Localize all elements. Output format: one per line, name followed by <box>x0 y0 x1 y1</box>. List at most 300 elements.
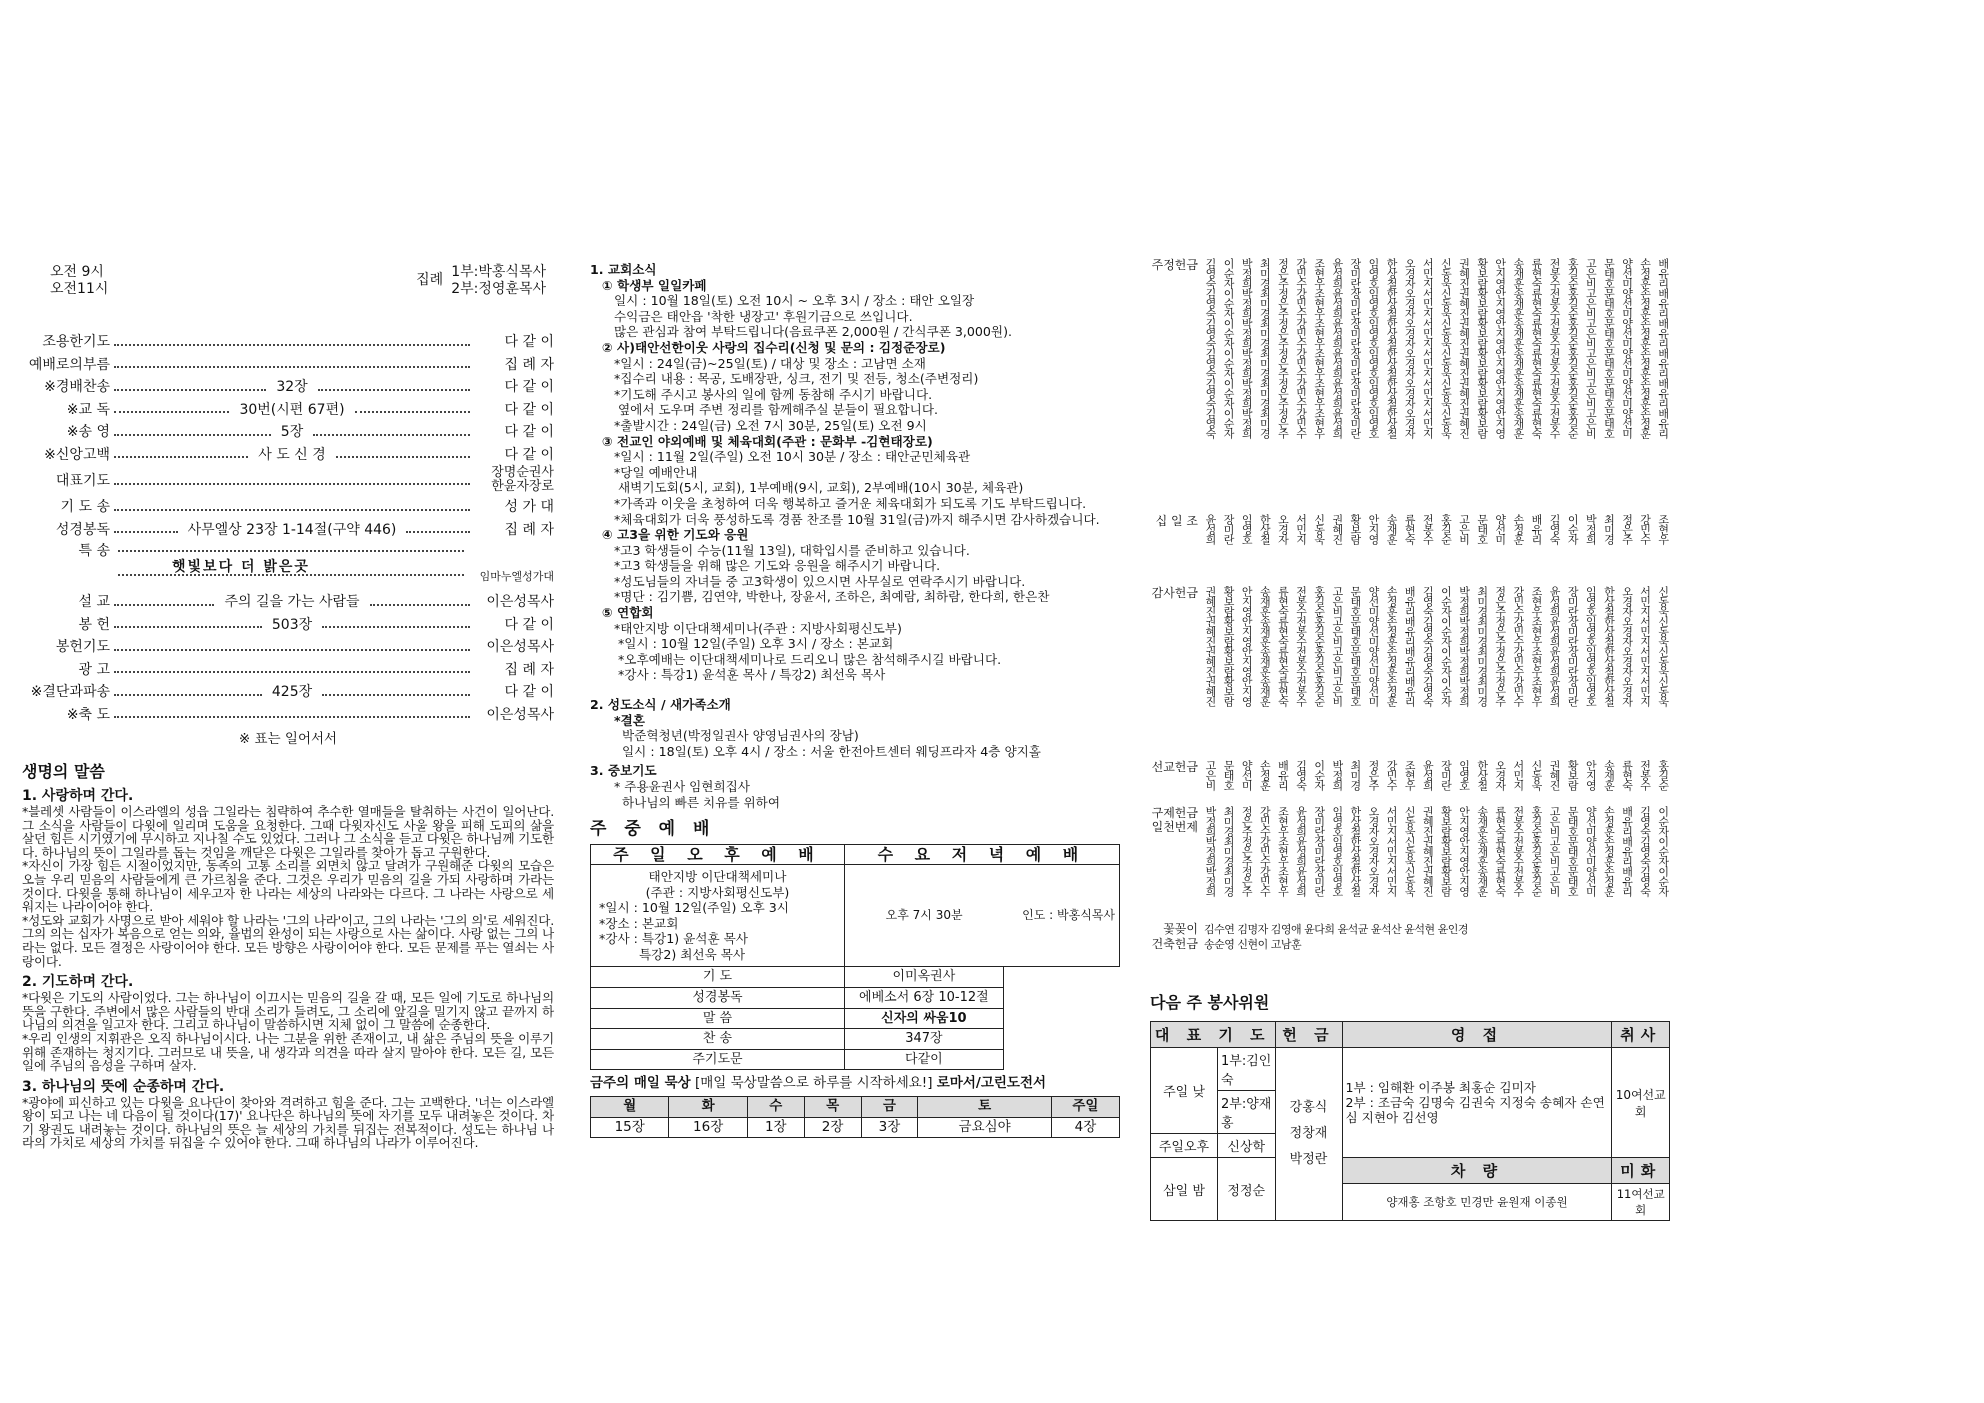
order-leader: 이은성목사 <box>486 706 554 723</box>
offering-name-column: 정은주 <box>1366 760 1380 790</box>
news-item-line: *체육대회가 더욱 풍성하도록 경품 찬조를 10월 31일(금)까지 해주시면 감사하겠습니다. <box>614 511 1100 527</box>
order-row <box>22 353 554 376</box>
meditation-day: 금 <box>861 1096 918 1117</box>
sunday-pm-label: 주일오후 <box>1151 1134 1218 1158</box>
sermon-point-heading: 2. 기도하며 간다. <box>22 974 134 991</box>
offering-group <box>1150 514 1670 580</box>
offering-name-column: 전봉수전봉수전봉수 <box>1511 806 1525 896</box>
offering-name-column: 전봉수전봉수전봉수전봉수전봉수전봉수 <box>1548 258 1562 438</box>
news-item-line: *일시 : 11월 2일(주일) 오전 10시 30분 / 장소 : 태안군민체육관 <box>614 449 971 465</box>
news-item-line: 일시 : 10월 18일(토) 오전 10시 ~ 오후 3시 / 장소 : 태안 오일장 <box>614 293 975 309</box>
worship-order-column <box>22 262 554 1150</box>
offering-name-column: 신동욱 <box>1529 760 1543 790</box>
wednesday-value: 신자의 싸움10 <box>844 1008 1003 1029</box>
offering-name-column: 송재훈 <box>1602 760 1616 790</box>
sermon-point-body: *다윗은 기도의 사람이었다. 그는 하나님이 이끄시는 믿음의 길을 갈 때, 모든 일에 기도로 하나님의 뜻을 구한다. 주변에서 많은 사람들의 반대 소리가 들려도, 그 소리에 앞길을 밀기지 않고 끝까지 하나님의 의견을 일고자 한다. 그리고 하나님이 말씀하시면 지체 없이 그 말씀에 순종한다. *우리 인생의 지휘관은 오직 하나님이시다. 나는 그분을 위한 존재이고, 내 삶은 주님의 뜻을 이루기 위해 존재하는 청지기다. 그러므로 내 뜻을, 내 생각과 의견을 따라 살지 말아야 한다. 모든 길, 모든 일에 주님의 음성을 구하며 살자. <box>22 990 554 1074</box>
offering-name-column: 홍길순홍길순홍길순 <box>1529 806 1543 896</box>
offering-name-column: 홍길순홍길순홍길순홍길순 <box>1312 586 1326 706</box>
news-item-line: *출발시간 : 24일(금) 오전 7시 30분, 25일(토) 오전 9시 <box>614 417 927 433</box>
prayer-heading: 3. 중보기도 <box>590 763 657 779</box>
offering-name-column: 고은비 <box>1204 760 1217 790</box>
offering-name-column: 임영호임영호임영호임영호임영호임영호 <box>1366 258 1380 438</box>
offering-name-column: 조현우 <box>1403 760 1417 790</box>
order-label: 설 교 <box>78 594 110 611</box>
meal-team: 10여선교회 <box>1612 1048 1670 1158</box>
news-item-line: 많은 관심과 참여 부탁드립니다(음료쿠폰 2,000원 / 간식쿠폰 3,000원). <box>614 324 1013 340</box>
special-song-choir: 임마누엘성가대 <box>479 570 554 583</box>
offering-name-column: 조현우조현우조현우조현우 <box>1529 586 1543 706</box>
offering-name-column: 임영호 <box>1240 514 1254 544</box>
meditation-note: [매일 묵상말씀으로 하루를 시작하세요!] <box>694 1075 933 1092</box>
offering-name-column: 류현숙 <box>1620 760 1634 790</box>
offering-name-column: 최미경최미경최미경 <box>1222 806 1236 896</box>
order-label: ※축 도 <box>66 706 110 723</box>
offering-name-column: 오경자오경자오경자 <box>1366 806 1380 896</box>
special-song-label: 특 송 <box>78 543 110 559</box>
sunday-am-label: 주일 낮 <box>1151 1048 1218 1134</box>
order-content: 503장 <box>271 616 313 633</box>
offering-name-column: 양선미 <box>1240 760 1254 790</box>
offering-name-column: 윤성희 <box>1204 514 1217 544</box>
offering-name-column: 김영숙 <box>1294 760 1308 790</box>
order-leader: 다 같 이 <box>504 401 555 418</box>
order-label: 조용한기도 <box>42 334 110 351</box>
order-label: 봉 헌 <box>78 616 110 633</box>
wednesday-value: 다같이 <box>844 1049 1003 1070</box>
wednesday-time: 오후 7시 30분 <box>844 865 1003 967</box>
offering-name-column: 손정훈 <box>1258 760 1272 790</box>
order-content: 425장 <box>271 684 313 701</box>
offering-name-column: 안지영안지영안지영안지영 <box>1240 586 1254 706</box>
offering-name-column: 권혜진권혜진권혜진권혜진 <box>1204 586 1217 706</box>
offering-name-column: 문태호문태호문태호문태호 <box>1348 586 1362 706</box>
offering-name-column: 안지영 <box>1584 760 1598 790</box>
order-row <box>22 330 554 353</box>
offering-name-column: 서민지 <box>1294 514 1308 544</box>
offering-name-column: 배유리배유리배유리배유리배유리배유리 <box>1656 258 1670 438</box>
offering-name-column: 한상철한상철한상철한상철 <box>1602 586 1616 706</box>
offering-name-column: 한상철 <box>1258 514 1272 544</box>
offering-name-column: 전봉수전봉수전봉수전봉수 <box>1294 586 1308 706</box>
order-row <box>22 420 554 443</box>
offering-name-column: 강민수 <box>1638 514 1652 544</box>
wednesday-role: 말 씀 <box>591 1008 845 1029</box>
wednesday-row <box>591 1049 1120 1070</box>
offering-name-column: 류현숙류현숙류현숙류현숙류현숙류현숙 <box>1529 258 1543 438</box>
offering-group <box>1150 760 1670 800</box>
order-label: ※교 독 <box>66 401 110 418</box>
offering-name-column: 강민수 <box>1385 760 1399 790</box>
sermon-point-body: *광야에 피신하고 있는 다윗을 요나단이 찾아와 격려하고 힘을 준다. 그는 고백한다. '너는 이스라엘 왕이 되고 나는 네 다음이 될 것이다(17)' 요나단은 하나님의 뜻에 자기를 모두 내려놓은 것이다. 차기 왕권도 내려놓는 것이다. 하나님의 뜻은 늘 세상의 가치를 뒤집는 전복적이다. 성도는 하나님 나라의 가치로 세상의 가치를 뒤집을 수 있어야 한다. 그때 하나님의 나라가 이루어진다. <box>22 1094 554 1151</box>
building-names: 송순영 신현이 고남훈 <box>1204 938 1302 951</box>
col-meal: 취사 <box>1612 1022 1670 1048</box>
col-usher: 영 접 <box>1342 1022 1612 1048</box>
offering-name-column: 권혜진 <box>1548 760 1562 790</box>
offering-name-column: 문태호 <box>1475 514 1489 544</box>
sunday-pm-details <box>591 865 845 967</box>
order-content: 사 도 신 경 <box>258 446 326 463</box>
offering-group <box>1150 806 1670 916</box>
offering-name-column: 안지영 <box>1366 514 1380 544</box>
order-row <box>22 375 554 398</box>
wednesday-header: 수 요 저 녁 예 배 <box>844 844 1119 865</box>
sunday-pm-line: *장소 : 본교회 <box>599 915 679 931</box>
next-week-title: 다음 주 봉사위원 <box>1150 993 1270 1012</box>
offering-name-column: 황보람황보람황보람황보람 <box>1222 586 1236 706</box>
offering-name-column: 권혜진권혜진권혜진 <box>1421 806 1435 896</box>
prayer-2: 2부:양재홍 <box>1218 1091 1276 1134</box>
meditation-book: 로마서/고린도전서 <box>936 1075 1047 1092</box>
news-item-line: *고3 학생들을 위해 많은 기도와 응원을 해주시기 바랍니다. <box>614 558 941 574</box>
wedding-line: 박준혁청년(박정일권사 양영님권사의 장남) <box>622 728 859 744</box>
offering-name-column: 송재훈송재훈송재훈송재훈 <box>1258 586 1272 706</box>
meditation-title: 금주의 매일 묵상 <box>590 1075 691 1092</box>
prayer-pm: 신상학 <box>1218 1134 1276 1158</box>
offering-name-column: 류현숙류현숙류현숙 <box>1493 806 1507 896</box>
offering-name-column: 강민수강민수강민수강민수강민수강민수 <box>1294 258 1308 438</box>
order-leader: 이은성목사 <box>486 639 554 656</box>
order-row <box>22 590 554 613</box>
news-item-title: ③ 전교인 야외예배 및 체육대회(주관 : 문화부 -김현태장로) <box>602 433 933 449</box>
order-leader: 집 례 자 <box>504 521 554 538</box>
offering-names: 강홍식 정창재 박정란 <box>1275 1048 1342 1221</box>
offering-name-column: 임영호임영호임영호 <box>1330 806 1344 896</box>
offering-name-column: 서민지서민지서민지서민지 <box>1638 586 1652 706</box>
flower-label: 꽃꽂이 건축헌금 <box>1151 922 1198 951</box>
order-content: 주의 길을 가는 사람들 <box>224 594 360 611</box>
special-song-row <box>22 540 554 590</box>
meditation-chapter: 4장 <box>1051 1117 1119 1138</box>
wednesday-row <box>591 987 1120 1008</box>
offering-name-column: 양선미양선미양선미양선미양선미양선미 <box>1620 258 1634 438</box>
news-item-line: 새벽기도회(5시, 교회), 1부예배(9시, 교회), 2부예배(10시 30분, 체육관) <box>614 480 1024 496</box>
meditation-chapter: 2장 <box>804 1117 861 1138</box>
offering-name-column: 최미경 <box>1348 760 1362 790</box>
news-item-line: *일시 : 10월 12일(주일) 오후 3시 / 장소 : 본교회 <box>614 636 894 652</box>
col-car: 차 량 <box>1342 1158 1612 1184</box>
meditation-day: 월 <box>591 1096 669 1117</box>
order-label: 예배로의부름 <box>28 356 110 373</box>
offering-name-column: 고은비 <box>1457 514 1471 544</box>
offering-name-column: 홍길순홍길순홍길순홍길순홍길순홍길순 <box>1566 258 1580 438</box>
offering-name-column: 신동욱신동욱신동욱 <box>1403 806 1417 896</box>
wednesday-row <box>591 967 1120 988</box>
prayer-line: * 주용윤권사 임현희집사 <box>614 779 750 794</box>
special-song-title: 햇빛보다 더 밝은곳 <box>172 559 310 575</box>
news-column <box>590 262 1125 1138</box>
offering-name-column: 양선미 <box>1493 514 1507 544</box>
worship-order-list <box>22 330 554 540</box>
col-beauty: 미화 <box>1612 1158 1670 1184</box>
order-row <box>22 613 554 636</box>
offering-name-column: 정은주정은주정은주정은주 <box>1493 586 1507 706</box>
offering-name-column: 송재훈 <box>1385 514 1399 544</box>
order-label: 기 도 송 <box>60 499 110 516</box>
offering-name-column: 서민지서민지서민지서민지서민지서민지 <box>1421 258 1435 438</box>
offering-label: 주정헌금 <box>1151 258 1198 272</box>
offering-group <box>1150 586 1670 754</box>
col-offering: 헌 금 <box>1275 1022 1342 1048</box>
offering-name-column: 양선미양선미양선미 <box>1584 806 1598 896</box>
offering-name-column: 박정희박정희박정희박정희 <box>1457 586 1471 706</box>
offering-name-column: 조현우 <box>1656 514 1670 544</box>
next-week-table <box>1150 1021 1670 1221</box>
offering-name-column: 양선미양선미양선미양선미 <box>1366 586 1380 706</box>
offering-name-column: 윤성희윤성희윤성희윤성희 <box>1548 586 1562 706</box>
meditation-chapter: 금요심야 <box>918 1117 1052 1138</box>
sunday-pm-line: 특강2) 최선욱 목사 <box>639 946 746 962</box>
offering-name-column: 황보람황보람황보람 <box>1439 806 1453 896</box>
offering-name-column: 안지영안지영안지영 <box>1457 806 1471 896</box>
news-item-line: *기도해 주시고 봉사의 일에 함께 동참해 주시기 바랍니다. <box>614 386 933 402</box>
preacher-2: 2부:정영훈목사 <box>451 281 546 297</box>
wednesday-row <box>591 1008 1120 1029</box>
meditation-day: 토 <box>918 1096 1052 1117</box>
wedding-line: *결혼 <box>614 712 645 728</box>
sermon-section <box>22 759 554 1150</box>
offering-name-column: 윤성희 <box>1421 760 1435 790</box>
news-item-line: *집수리 내용 : 목공, 도배장판, 싱크, 전기 및 전등, 청소(주변정리) <box>614 371 979 387</box>
order-leader: 다 같 이 <box>504 379 554 396</box>
order-row <box>22 518 554 541</box>
sunday-pm-header: 주 일 오 후 예 배 <box>591 844 845 865</box>
offering-name-column: 이순자 <box>1312 760 1326 790</box>
order-label: 광 고 <box>78 661 110 678</box>
news-item-line: 옆에서 도우며 주변 정리를 함께해주실 분들이 필요합니다. <box>614 402 938 418</box>
worship-order-list-2 <box>22 590 554 725</box>
flower-row <box>1150 922 1670 952</box>
offering-name-column: 조현우조현우조현우 <box>1276 806 1290 896</box>
offering-name-column: 안지영안지영안지영안지영안지영안지영 <box>1493 258 1507 438</box>
offering-name-column: 박정희 <box>1330 760 1344 790</box>
sermon-point-heading: 1. 사랑하며 간다. <box>22 788 134 804</box>
offering-name-column: 문태호 <box>1222 760 1236 790</box>
offering-name-column: 김영숙김영숙김영숙김영숙 <box>1421 586 1435 706</box>
news-item-line: *일시 : 24일(금)~25일(토) / 대상 및 장소 : 고남면 소재 <box>614 355 926 371</box>
offering-name-column: 윤성희윤성희윤성희 <box>1294 806 1308 896</box>
offering-name-column: 오경자 <box>1493 760 1507 790</box>
order-content: 5장 <box>280 424 304 441</box>
offering-name-column: 윤성희윤성희윤성희윤성희윤성희윤성희 <box>1330 258 1344 438</box>
offering-name-column: 류현숙류현숙류현숙류현숙 <box>1276 586 1290 706</box>
offering-name-column: 서민지서민지서민지 <box>1385 806 1399 896</box>
flower-names: 김수연 김명자 김영애 윤다희 윤석균 윤석산 윤석현 윤인경 <box>1204 923 1468 936</box>
wednesday-role: 찬 송 <box>591 1029 845 1050</box>
offering-name-column: 전봉수 <box>1638 760 1652 790</box>
offering-name-column: 배유리배유리배유리 <box>1620 806 1634 896</box>
preacher-1: 1부:박홍식목사 <box>451 264 546 280</box>
offering-name-column: 신동욱 <box>1312 514 1326 544</box>
offering-label: 구제헌금 일천번제 <box>1151 806 1198 834</box>
offering-name-column: 강민수강민수강민수 <box>1258 806 1272 896</box>
beauty-team: 11여선교회 <box>1612 1184 1670 1221</box>
order-label: ※경배찬송 <box>44 379 110 396</box>
offering-name-column: 정은주정은주정은주정은주정은주정은주 <box>1276 258 1290 438</box>
offering-label: 선교헌금 <box>1151 760 1198 774</box>
offering-name-column: 정은주 <box>1620 514 1634 544</box>
offering-name-column: 박정희박정희박정희박정희박정희박정희 <box>1240 258 1254 438</box>
prayer-1: 1부:김인숙 <box>1218 1048 1276 1091</box>
order-row <box>22 635 554 658</box>
order-row <box>22 658 554 681</box>
offering-name-column: 고은비고은비고은비 <box>1548 806 1562 896</box>
offering-name-column: 최미경 <box>1602 514 1616 544</box>
offering-name-column: 김영숙김영숙김영숙 <box>1638 806 1652 896</box>
offering-name-column: 손정훈 <box>1511 514 1525 544</box>
offering-name-column: 문태호문태호문태호 <box>1566 806 1580 896</box>
wedding-line: 일시 : 18일(토) 오후 4시 / 장소 : 서울 한전아트센터 웨딩프라자 4층 양지홀 <box>622 743 1041 759</box>
offering-name-column: 서민지 <box>1511 760 1525 790</box>
offering-label: 십 일 조 <box>1155 514 1198 528</box>
meditation-table <box>590 1096 1120 1138</box>
offering-name-column: 오경자오경자오경자오경자오경자오경자 <box>1403 258 1417 438</box>
wednesday-value: 347장 <box>844 1029 1003 1050</box>
offering-name-column: 고은비고은비고은비고은비 <box>1330 586 1344 706</box>
prayer-wed: 정정순 <box>1218 1158 1276 1221</box>
offering-name-column: 배유리 <box>1276 760 1290 790</box>
order-leader: 집 례 자 <box>504 356 554 373</box>
offering-name-column: 류현숙 <box>1403 514 1417 544</box>
order-content: 30번(시편 67편) <box>239 401 345 418</box>
sunday-pm-line: 태안지방 이단대책세미나 <box>648 869 787 885</box>
offering-name-column: 최미경최미경최미경최미경최미경최미경 <box>1258 258 1272 438</box>
offering-name-column: 황보람황보람황보람황보람황보람황보람 <box>1475 258 1489 438</box>
news-item-line: *명단 : 김기쁨, 김연약, 박한나, 장윤서, 조하은, 최예람, 최하람, 한다희, 한은찬 <box>614 589 1050 605</box>
meditation-day: 수 <box>747 1096 804 1117</box>
offering-name-column: 황보람 <box>1348 514 1362 544</box>
wednesday-row <box>591 1029 1120 1050</box>
meditation-chapter: 1장 <box>747 1117 804 1138</box>
order-leader: 다 같 이 <box>504 684 554 701</box>
sermon-point-heading: 3. 하나님의 뜻에 순종하며 간다. <box>22 1078 225 1095</box>
offering-name-column: 이순자이순자이순자이순자 <box>1439 586 1453 706</box>
news-item-title: ⑤ 연합회 <box>602 605 654 621</box>
news-item-title: ④ 고3을 위한 기도와 응원 <box>602 527 749 543</box>
offering-column <box>1150 258 1670 1221</box>
order-row <box>22 465 554 495</box>
news-item-line: *당일 예배안내 <box>614 464 698 480</box>
order-row <box>22 443 554 466</box>
order-label: ※신앙고백 <box>44 446 110 463</box>
order-content: 32장 <box>276 379 308 396</box>
news-item-line: *가족과 이웃을 초청하여 더욱 행복하고 즐거운 체육대회가 되도록 기도 부탁드립니다. <box>614 495 1087 511</box>
car-names: 양재홍 조항호 민경만 윤원재 이종원 <box>1342 1184 1612 1221</box>
meditation-day: 화 <box>669 1096 747 1117</box>
order-leader: 다 같 이 <box>504 446 555 463</box>
offering-group <box>1150 258 1670 508</box>
order-row <box>22 495 554 518</box>
service-time-1: 오전 9시 <box>50 264 104 280</box>
offering-name-column: 장미란장미란장미란장미란 <box>1566 586 1580 706</box>
meditation-chapter: 3장 <box>861 1117 918 1138</box>
order-row <box>22 703 554 726</box>
order-label: 성경봉독 <box>55 521 110 538</box>
meditation-day: 목 <box>804 1096 861 1117</box>
offering-name-column: 장미란장미란장미란장미란장미란장미란 <box>1348 258 1362 438</box>
order-leader: 다 같 이 <box>504 424 554 441</box>
service-header <box>22 262 554 302</box>
news-item-line: 수익금은 태안읍 '착한 냉장고' 후원기금으로 쓰입니다. <box>614 308 913 324</box>
order-leader: 다 같 이 <box>504 334 554 351</box>
order-label: ※송 영 <box>66 424 110 441</box>
offering-name-column: 박정희박정희박정희 <box>1204 806 1217 896</box>
offering-name-column: 문태호문태호문태호문태호문태호문태호 <box>1602 258 1616 438</box>
offering-name-column: 오경자 <box>1276 514 1290 544</box>
prayer-line: 하나님의 빠른 치유를 위하여 <box>622 794 780 810</box>
meditation-chapter: 15장 <box>591 1117 669 1138</box>
offering-name-column: 장미란장미란장미란 <box>1312 806 1326 896</box>
order-row <box>22 680 554 703</box>
preach-label: 집례 <box>416 272 444 288</box>
offering-name-column: 이순자 <box>1566 514 1580 544</box>
news-item-line: *고3 학생들이 수능(11월 13일), 대학입시를 준비하고 있습니다. <box>614 542 970 558</box>
stand-note: ※ 표는 일어서서 <box>238 731 338 747</box>
offering-name-column: 홍길순 <box>1656 760 1670 790</box>
order-label: ※결단과파송 <box>30 684 110 701</box>
offering-name-column: 전봉수 <box>1421 514 1435 544</box>
offering-name-column: 한상철 <box>1475 760 1489 790</box>
offering-name-column: 한상철한상철한상철 <box>1348 806 1362 896</box>
offering-name-column: 홍길순 <box>1439 514 1453 544</box>
offering-name-column: 조현우조현우조현우조현우조현우조현우 <box>1312 258 1326 438</box>
offering-label: 감사헌금 <box>1151 586 1198 600</box>
order-label: 대표기도 <box>55 473 110 489</box>
news-item-line: *강사 : 특강1) 윤석훈 목사 / 특강2) 최선욱 목사 <box>614 667 886 683</box>
order-label: 봉헌기도 <box>55 639 110 656</box>
wednesday-value: 에베소서 6장 10-12절 <box>844 987 1003 1008</box>
order-leader: 장명순권사 한윤자장로 <box>491 465 554 494</box>
offering-name-column: 권혜진 <box>1330 514 1344 544</box>
offering-name-column: 신동욱신동욱신동욱신동욱신동욱신동욱 <box>1439 258 1453 438</box>
offering-name-column: 배유리배유리배유리배유리 <box>1403 586 1417 706</box>
weekly-worship-title: 주 중 예 배 <box>590 819 716 840</box>
meditation-header <box>590 1076 1125 1092</box>
sunday-pm-line: (주관 : 지방사회평신도부) <box>645 884 790 900</box>
order-leader: 이은성목사 <box>486 594 555 611</box>
offering-name-column: 황보람 <box>1566 760 1580 790</box>
order-leader: 성 가 대 <box>504 499 554 516</box>
offering-name-column: 김영숙 <box>1548 514 1562 544</box>
offering-name-column: 한상철한상철한상철한상철한상철한상철 <box>1385 258 1399 438</box>
sermon-title: 생명의 말씀 <box>22 762 105 781</box>
wednesday-role: 주기도문 <box>591 1049 845 1070</box>
service-time-2: 오전11시 <box>50 281 109 297</box>
offering-name-column: 장미란 <box>1222 514 1236 544</box>
weekly-worship-table <box>590 844 1120 1071</box>
offering-name-column: 임영호임영호임영호임영호 <box>1584 586 1598 706</box>
wednesday-leader: 인도 : 박홍식목사 <box>1003 865 1119 967</box>
order-leader: 집 례 자 <box>504 661 554 678</box>
sunday-pm-line: *강사 : 특강1) 윤석훈 목사 <box>599 931 748 947</box>
offering-name-column: 손정훈손정훈손정훈손정훈손정훈손정훈 <box>1638 258 1652 438</box>
wednesday-role: 성경봉독 <box>591 987 845 1008</box>
offering-name-column: 손정훈손정훈손정훈 <box>1602 806 1616 896</box>
wednesday-role: 기 도 <box>591 967 845 988</box>
meditation-chapter: 16장 <box>669 1117 747 1138</box>
offering-name-column: 고은비고은비고은비고은비고은비고은비 <box>1584 258 1598 438</box>
order-leader: 다 같 이 <box>504 616 554 633</box>
offering-name-column: 송재훈송재훈송재훈송재훈송재훈송재훈 <box>1511 258 1525 438</box>
offering-name-column: 김영숙김영숙김영숙김영숙김영숙김영숙 <box>1204 258 1217 438</box>
church-news-heading: 1. 교회소식 <box>590 262 657 277</box>
sunday-pm-line: *일시 : 10월 12일(주일) 오후 3시 <box>599 900 789 916</box>
news-item-line: *오후예배는 이단대책세미나로 드리오니 많은 참석해주시길 바랍니다. <box>614 651 1002 667</box>
news-item-title: ② 사)태안선한이웃 사랑의 집수리(신청 및 문의 : 김정준장로) <box>602 339 946 355</box>
offering-name-column: 신동욱신동욱신동욱신동욱 <box>1656 586 1670 706</box>
offering-name-column: 장미란 <box>1439 760 1453 790</box>
news-item-title: ① 학생부 일일카페 <box>602 277 707 293</box>
offering-name-column: 오경자오경자오경자오경자 <box>1620 586 1634 706</box>
